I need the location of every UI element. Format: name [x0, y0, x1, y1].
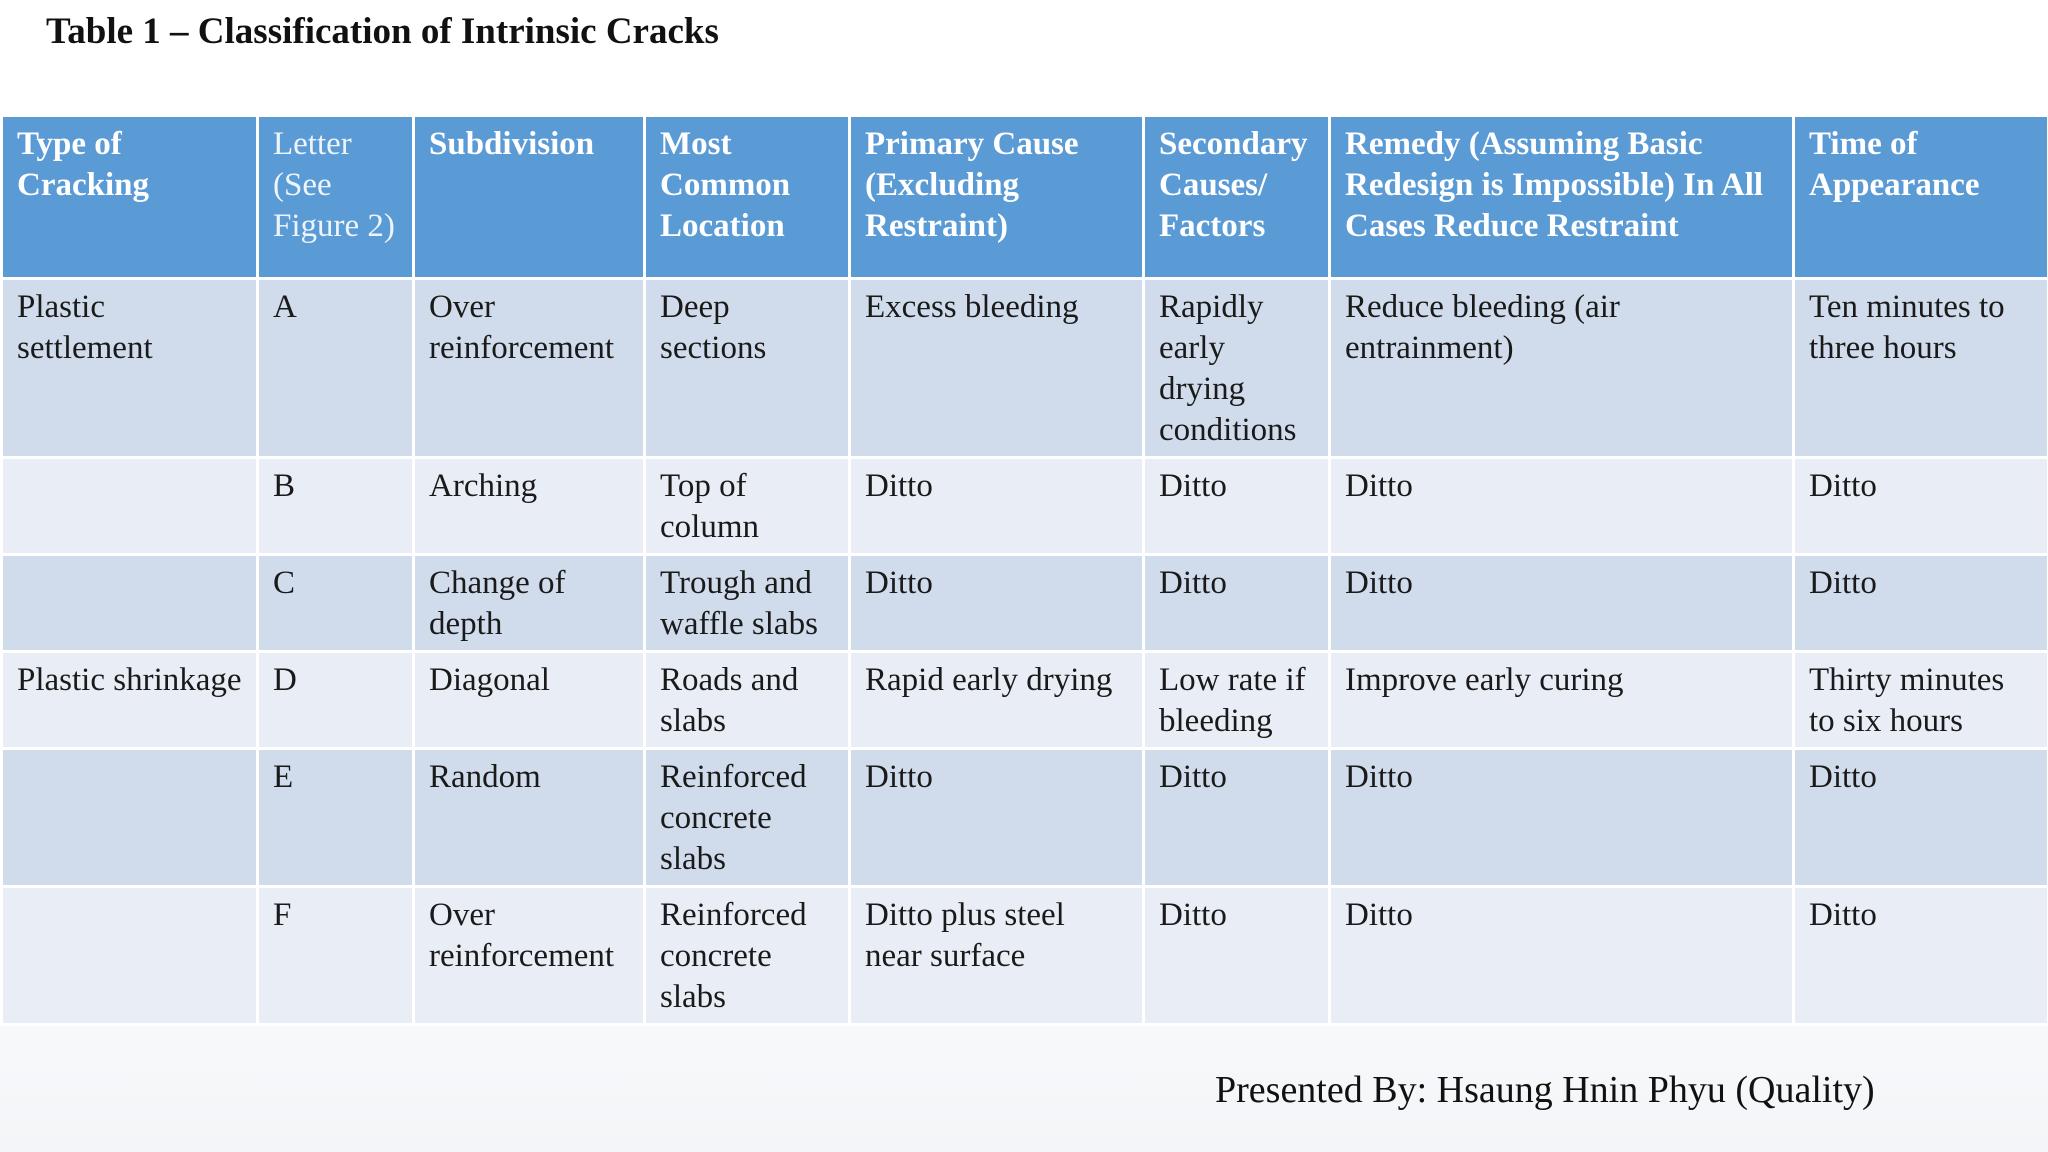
table-cell: Ditto [1144, 458, 1330, 555]
table-cell: Ditto [850, 555, 1144, 652]
column-header: Letter (See Figure 2) [258, 116, 414, 279]
page-title: Table 1 – Classification of Intrinsic Cracks [46, 11, 719, 52]
table-cell [2, 555, 258, 652]
column-header: Remedy (Assuming Basic Redesign is Impossible) In All Cases Reduce Restraint [1330, 116, 1794, 279]
table-cell: Roads and slabs [645, 652, 850, 749]
table-cell: F [258, 887, 414, 1025]
table-cell: Trough and waffle slabs [645, 555, 850, 652]
table-row [2, 749, 2048, 887]
table-cell: Plastic shrinkage [2, 652, 258, 749]
table-cell: C [258, 555, 414, 652]
table-cell: Ditto [1330, 458, 1794, 555]
table-cell: D [258, 652, 414, 749]
table-cell [2, 749, 258, 887]
table-cell: Ditto [1144, 887, 1330, 1025]
table-cell: Excess bleeding [850, 279, 1144, 458]
table-cell [2, 887, 258, 1025]
column-header: Type of Cracking [2, 116, 258, 279]
table-row [2, 887, 2048, 1025]
table-cell [2, 458, 258, 555]
table-cell: Diagonal [414, 652, 645, 749]
table-cell: A [258, 279, 414, 458]
table-cell: Ditto [1794, 887, 2048, 1025]
table-cell: Top of column [645, 458, 850, 555]
table-cell: Ditto [850, 749, 1144, 887]
classification-table [0, 114, 2048, 1026]
table-cell: Over reinforcement [414, 279, 645, 458]
table-cell: Rapidly early drying conditions [1144, 279, 1330, 458]
table-cell: Ditto [1144, 555, 1330, 652]
table-cell: Over reinforcement [414, 887, 645, 1025]
table-row [2, 279, 2048, 458]
table-cell: E [258, 749, 414, 887]
table-cell: Rapid early drying [850, 652, 1144, 749]
table-cell: Ditto [850, 458, 1144, 555]
table-cell: Reinforced concrete slabs [645, 749, 850, 887]
table-cell: Ditto plus steel near surface [850, 887, 1144, 1025]
table-row [2, 652, 2048, 749]
table-cell: Plastic settlement [2, 279, 258, 458]
column-header: Most Common Location [645, 116, 850, 279]
table-cell: Ten minutes to three hours [1794, 279, 2048, 458]
table-cell: B [258, 458, 414, 555]
table-cell: Ditto [1144, 749, 1330, 887]
table-cell: Arching [414, 458, 645, 555]
table-cell: Reinforced concrete slabs [645, 887, 850, 1025]
table-cell: Ditto [1794, 555, 2048, 652]
table-cell: Reduce bleeding (air entrainment) [1330, 279, 1794, 458]
table-cell: Ditto [1330, 555, 1794, 652]
table-cell: Random [414, 749, 645, 887]
table-header-row [2, 116, 2048, 279]
table-cell: Ditto [1330, 887, 1794, 1025]
table-cell: Ditto [1330, 749, 1794, 887]
column-header: Primary Cause (Excluding Restraint) [850, 116, 1144, 279]
table-cell: Low rate if bleeding [1144, 652, 1330, 749]
table-row [2, 458, 2048, 555]
column-header: Subdivision [414, 116, 645, 279]
table-cell: Ditto [1794, 749, 2048, 887]
column-header: Secondary Causes/ Factors [1144, 116, 1330, 279]
table-row [2, 555, 2048, 652]
column-header: Time of Appearance [1794, 116, 2048, 279]
table-cell: Improve early curing [1330, 652, 1794, 749]
table-cell: Change of depth [414, 555, 645, 652]
presenter-credit: Presented By: Hsaung Hnin Phyu (Quality) [1215, 1069, 1875, 1111]
table-cell: Deep sections [645, 279, 850, 458]
table-cell: Ditto [1794, 458, 2048, 555]
table-cell: Thirty minutes to six hours [1794, 652, 2048, 749]
